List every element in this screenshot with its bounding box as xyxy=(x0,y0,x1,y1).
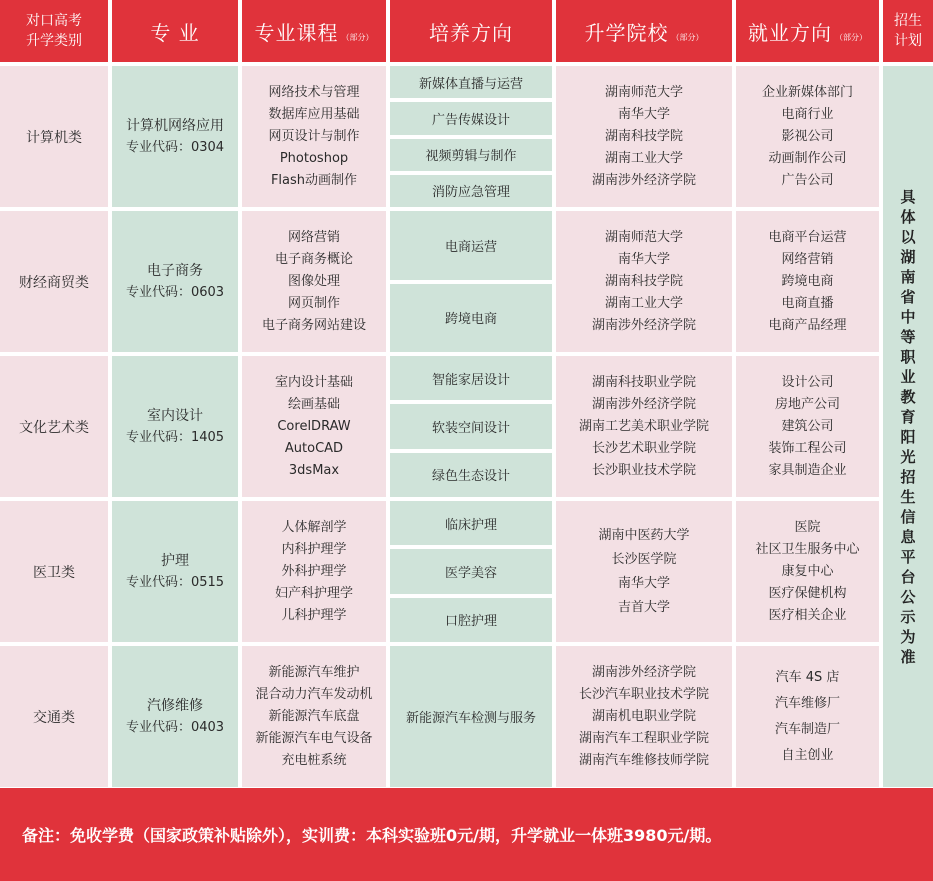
direction-item xyxy=(390,102,552,134)
header-courses-note: （部分） xyxy=(341,32,374,42)
plan-char: 生 xyxy=(900,487,916,506)
header-schools-note: （部分） xyxy=(671,32,704,42)
plan-char: 湖 xyxy=(900,247,916,266)
course-item: 妇产科护理学 xyxy=(274,585,353,601)
course-item: Flash动画制作 xyxy=(270,172,358,188)
category-label: 交通类 xyxy=(33,709,75,726)
header-plan-line: 招生 xyxy=(894,13,922,29)
direction-item xyxy=(390,66,552,98)
jobs-cell xyxy=(736,356,879,497)
school-item: 湖南科技学院 xyxy=(604,273,683,289)
school-item: 湖南汽车工程职业学院 xyxy=(578,730,709,746)
plan-char: 体 xyxy=(900,207,916,226)
plan-char: 中 xyxy=(900,307,916,326)
direction-label: 医学美容 xyxy=(444,565,497,581)
direction-item xyxy=(390,404,552,448)
course-item: 新能源汽车底盘 xyxy=(268,708,360,724)
job-item: 医疗相关企业 xyxy=(768,607,847,623)
school-item: 湖南涉外经济学院 xyxy=(591,317,696,333)
course-item: 外科护理学 xyxy=(281,563,347,579)
category-cell xyxy=(0,501,108,642)
school-item: 湖南涉外经济学院 xyxy=(591,172,696,188)
header-major-label: 专 业 xyxy=(150,20,200,45)
course-item: 电子商务概论 xyxy=(274,251,353,267)
job-item: 广告公司 xyxy=(781,172,834,188)
header-schools-label: 升学院校 xyxy=(584,20,669,45)
plan-char: 为 xyxy=(900,627,916,646)
plan-char: 信 xyxy=(900,507,916,526)
school-item: 湖南涉外经济学院 xyxy=(591,664,696,680)
course-item: 电子商务网站建设 xyxy=(261,317,366,333)
course-item: 内科护理学 xyxy=(281,541,347,557)
plan-char: 光 xyxy=(900,447,916,466)
plan-char: 具 xyxy=(900,187,916,206)
plan-char: 南 xyxy=(900,267,916,286)
course-item: 儿科护理学 xyxy=(281,607,347,623)
header-category-line: 升学类别 xyxy=(26,33,82,49)
school-item: 湖南师范大学 xyxy=(604,229,683,245)
school-item: 湖南中医药大学 xyxy=(598,527,690,543)
school-item: 长沙职业技术学院 xyxy=(591,462,696,478)
plan-char: 公 xyxy=(900,587,916,606)
course-item: 图像处理 xyxy=(287,273,340,289)
jobs-cell xyxy=(736,66,879,207)
job-item: 装饰工程公司 xyxy=(768,440,847,456)
footer-note-bar xyxy=(0,788,933,881)
plan-char: 台 xyxy=(900,567,916,586)
header-direction-row xyxy=(429,17,513,46)
major-cell xyxy=(112,356,238,497)
category-label: 财经商贸类 xyxy=(19,274,89,291)
direction-label: 电商运营 xyxy=(444,239,497,255)
course-item: 网络营销 xyxy=(287,229,340,245)
school-item: 湖南师范大学 xyxy=(604,84,683,100)
schools-cell xyxy=(556,356,732,497)
header-major xyxy=(112,0,238,62)
header-jobs xyxy=(736,0,879,62)
major-name: 护理 xyxy=(161,552,189,569)
schools-cell xyxy=(556,66,732,207)
job-item: 医疗保健机构 xyxy=(768,585,847,601)
plan-char: 以 xyxy=(900,227,916,246)
header-plan xyxy=(883,0,933,62)
school-item: 长沙艺术职业学院 xyxy=(591,440,696,456)
category-cell xyxy=(0,211,108,352)
plan-char: 省 xyxy=(900,287,916,306)
school-item: 湖南机电职业学院 xyxy=(591,708,696,724)
direction-label: 口腔护理 xyxy=(444,614,497,630)
direction-item xyxy=(390,598,552,642)
job-item: 影视公司 xyxy=(781,128,834,144)
course-item: 网络技术与管理 xyxy=(268,84,360,100)
school-item: 南华大学 xyxy=(617,106,670,122)
direction-label: 绿色生态设计 xyxy=(431,469,510,485)
header-category-line: 对口高考 xyxy=(26,13,82,29)
job-item: 电商直播 xyxy=(781,295,834,311)
direction-label: 消防应急管理 xyxy=(431,185,510,201)
job-item: 企业新媒体部门 xyxy=(761,84,853,100)
job-item: 社区卫生服务中心 xyxy=(755,541,860,557)
direction-item xyxy=(390,501,552,545)
header-plan-line: 计划 xyxy=(894,33,922,49)
job-item: 汽车维修厂 xyxy=(774,695,840,711)
school-item: 湖南工业大学 xyxy=(604,295,683,311)
plan-char: 职 xyxy=(900,347,916,366)
course-item: Photoshop xyxy=(279,150,349,166)
job-item: 建筑公司 xyxy=(781,418,834,434)
school-item: 南华大学 xyxy=(617,251,670,267)
direction-item xyxy=(390,646,552,787)
school-item: 南华大学 xyxy=(617,575,670,591)
school-item: 长沙医学院 xyxy=(611,551,677,567)
footer-note: 备注：免收学费（国家政策补贴除外），实训费：本科实验班0元/期，升学就业一体班3980元/期。 xyxy=(22,826,722,845)
job-item: 汽车 4S 店 xyxy=(775,669,840,685)
header-jobs-label: 就业方向 xyxy=(748,20,832,45)
course-item: 室内设计基础 xyxy=(274,374,353,390)
course-item: 人体解剖学 xyxy=(281,519,347,535)
school-item: 吉首大学 xyxy=(617,599,670,615)
header-schools-row xyxy=(585,17,704,46)
plan-char: 招 xyxy=(900,467,916,486)
job-item: 医院 xyxy=(794,519,821,535)
course-item: AutoCAD xyxy=(284,440,344,456)
direction-label: 跨境电商 xyxy=(444,312,497,328)
category-label: 文化艺术类 xyxy=(19,419,89,436)
direction-label: 临床护理 xyxy=(444,517,497,533)
job-item: 康复中心 xyxy=(781,563,834,579)
major-code: 专业代码：1405 xyxy=(125,429,225,445)
job-item: 动画制作公司 xyxy=(768,150,847,166)
major-cell xyxy=(112,211,238,352)
major-code: 专业代码：0403 xyxy=(125,719,225,735)
direction-label: 新能源汽车检测与服务 xyxy=(405,711,536,726)
schools-cell xyxy=(556,211,732,352)
course-item: 绘画基础 xyxy=(287,396,340,412)
major-code: 专业代码：0515 xyxy=(125,574,225,590)
job-item: 跨境电商 xyxy=(781,273,834,289)
school-item: 湖南汽车维修技师学院 xyxy=(578,752,709,768)
plan-char: 业 xyxy=(900,367,916,386)
school-item: 湖南工业大学 xyxy=(604,150,683,166)
job-item: 家具制造企业 xyxy=(768,462,847,478)
courses-cell xyxy=(242,211,386,352)
major-name: 汽修维修 xyxy=(147,697,203,714)
job-item: 自主创业 xyxy=(781,747,834,763)
category-label: 计算机类 xyxy=(26,129,82,146)
job-item: 汽车制造厂 xyxy=(774,721,840,737)
courses-cell xyxy=(242,501,386,642)
category-cell xyxy=(0,356,108,497)
plan-char: 示 xyxy=(900,607,916,626)
school-item: 湖南工艺美术职业学院 xyxy=(578,418,709,434)
course-item: 新能源汽车维护 xyxy=(268,664,360,680)
course-item: 新能源汽车电气设备 xyxy=(255,730,373,746)
schools-cell xyxy=(556,646,732,787)
direction-label: 新媒体直播与运营 xyxy=(418,76,523,92)
plan-cell xyxy=(883,66,933,787)
header-jobs-note: （部分） xyxy=(835,32,867,42)
job-item: 网络营销 xyxy=(781,251,834,267)
direction-label: 视频剪辑与制作 xyxy=(425,149,517,165)
major-code: 专业代码：0603 xyxy=(125,284,225,300)
job-item: 电商平台运营 xyxy=(768,229,847,245)
header-courses-row xyxy=(255,17,374,46)
major-name: 室内设计 xyxy=(147,407,203,424)
major-cell xyxy=(112,646,238,787)
category-cell xyxy=(0,646,108,787)
school-item: 湖南涉外经济学院 xyxy=(591,396,696,412)
header-direction-label: 培养方向 xyxy=(429,20,513,45)
major-cell xyxy=(112,66,238,207)
plan-char: 教 xyxy=(900,387,916,406)
course-item: CorelDRAW xyxy=(277,418,351,434)
direction-item xyxy=(390,356,552,400)
direction-item xyxy=(390,453,552,497)
direction-item xyxy=(390,211,552,280)
plan-text xyxy=(900,187,915,667)
course-item: 网页设计与制作 xyxy=(268,128,360,144)
jobs-cell xyxy=(736,501,879,642)
courses-cell xyxy=(242,646,386,787)
major-name: 计算机网络应用 xyxy=(126,117,224,134)
direction-item xyxy=(390,139,552,171)
header-courses xyxy=(242,0,386,62)
major-name: 电子商务 xyxy=(147,262,203,279)
job-item: 房地产公司 xyxy=(774,396,840,412)
course-item: 混合动力汽车发动机 xyxy=(255,686,373,702)
school-item: 湖南科技职业学院 xyxy=(591,374,696,390)
plan-char: 准 xyxy=(900,647,916,666)
plan-char: 息 xyxy=(900,527,916,546)
job-item: 设计公司 xyxy=(781,374,834,390)
courses-cell xyxy=(242,356,386,497)
category-cell xyxy=(0,66,108,207)
direction-item xyxy=(390,175,552,207)
school-item: 长沙汽车职业技术学院 xyxy=(578,686,709,702)
job-item: 电商产品经理 xyxy=(768,317,847,333)
header-courses-label: 专业课程 xyxy=(254,20,339,45)
course-item: 网页制作 xyxy=(287,295,340,311)
direction-label: 智能家居设计 xyxy=(431,372,510,388)
course-item: 数据库应用基础 xyxy=(268,106,360,122)
header-category xyxy=(0,0,108,62)
course-item: 3dsMax xyxy=(288,462,340,478)
courses-cell xyxy=(242,66,386,207)
jobs-cell xyxy=(736,211,879,352)
direction-item xyxy=(390,549,552,593)
plan-char: 等 xyxy=(900,327,916,346)
direction-label: 软装空间设计 xyxy=(431,420,510,436)
job-item: 电商行业 xyxy=(781,106,834,122)
category-label: 医卫类 xyxy=(33,564,75,581)
header-jobs-row xyxy=(748,17,867,46)
course-item: 充电桩系统 xyxy=(281,752,347,768)
header-schools xyxy=(556,0,732,62)
direction-label: 广告传媒设计 xyxy=(431,112,510,128)
major-cell xyxy=(112,501,238,642)
header-direction xyxy=(390,0,552,62)
jobs-cell xyxy=(736,646,879,787)
direction-item xyxy=(390,284,552,353)
school-item: 湖南科技学院 xyxy=(604,128,683,144)
plan-char: 阳 xyxy=(900,427,916,446)
plan-char: 育 xyxy=(900,407,916,426)
schools-cell xyxy=(556,501,732,642)
plan-char: 平 xyxy=(900,547,916,566)
major-code: 专业代码：0304 xyxy=(125,139,225,155)
